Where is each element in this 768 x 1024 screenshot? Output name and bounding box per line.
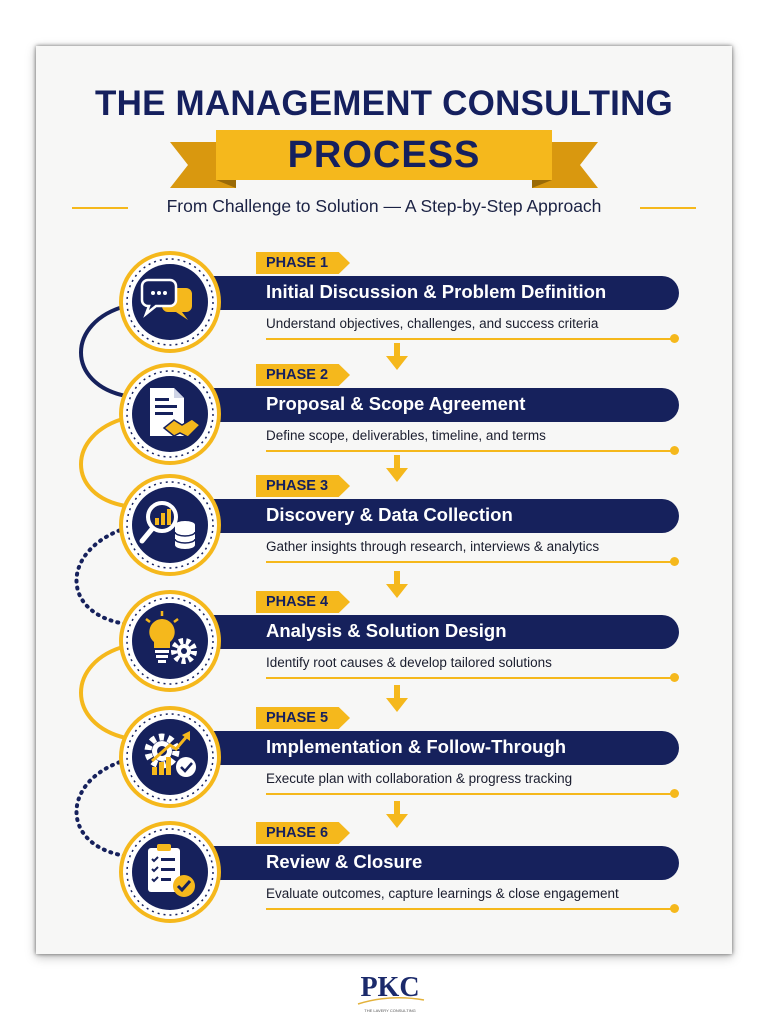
logo-text: PKC <box>360 972 420 1003</box>
gear-growth-check-icon <box>118 705 222 809</box>
phase-underline-dot <box>670 446 679 455</box>
title-line-1: THE MANAGEMENT CONSULTING <box>95 84 673 123</box>
document-handshake-icon <box>118 362 222 466</box>
phase-3 <box>0 473 768 583</box>
phase-title: Discovery & Data Collection <box>266 504 513 525</box>
phase-description: Evaluate outcomes, capture learnings & close engagement <box>266 886 619 901</box>
lightbulb-gear-icon <box>118 589 222 693</box>
phase-underline <box>266 677 674 679</box>
phase-2 <box>0 362 768 472</box>
phase-1 <box>0 250 768 360</box>
phase-underline-dot <box>670 334 679 343</box>
pkc-logo-mark <box>340 966 440 1018</box>
phase-underline <box>266 450 674 452</box>
phase-label: PHASE 1 <box>266 255 329 271</box>
phase-title: Analysis & Solution Design <box>266 620 507 641</box>
logo-tagline: THE LAVERY CONSULTING <box>364 1008 416 1013</box>
phase-title: Implementation & Follow-Through <box>266 736 567 757</box>
phase-underline-dot <box>670 789 679 798</box>
phase-underline <box>266 908 674 910</box>
phase-title: Review & Closure <box>266 851 423 872</box>
phase-title: Proposal & Scope Agreement <box>266 393 526 414</box>
chat-bubbles-icon <box>118 250 222 354</box>
phase-label: PHASE 4 <box>266 594 329 610</box>
phase-underline <box>266 793 674 795</box>
phase-label: PHASE 6 <box>266 825 329 841</box>
phase-description: Execute plan with collaboration & progress tracking <box>266 771 573 786</box>
phase-4 <box>0 589 768 699</box>
phase-title-bar <box>180 846 679 880</box>
phase-description: Identify root causes & develop tailored solutions <box>266 655 552 670</box>
phase-underline-dot <box>670 904 679 913</box>
pkc-logo <box>340 966 440 1018</box>
phase-description: Gather insights through research, interviews & analytics <box>266 539 600 554</box>
subtitle: From Challenge to Solution — A Step-by-Step Approach <box>166 196 602 216</box>
phase-description: Understand objectives, challenges, and success criteria <box>266 316 599 331</box>
phase-5 <box>0 705 768 815</box>
phase-6 <box>0 820 768 930</box>
magnifier-chart-database-icon <box>118 473 222 577</box>
clipboard-checklist-icon <box>118 820 222 924</box>
phase-underline-dot <box>670 673 679 682</box>
phase-label: PHASE 3 <box>266 478 329 494</box>
phase-underline-dot <box>670 557 679 566</box>
phase-underline <box>266 338 674 340</box>
phase-label: PHASE 5 <box>266 710 329 726</box>
phase-label: PHASE 2 <box>266 367 329 383</box>
phase-underline <box>266 561 674 563</box>
phase-description: Define scope, deliverables, timeline, and terms <box>266 428 546 443</box>
phase-title: Initial Discussion & Problem Definition <box>266 281 607 302</box>
title-line-2: PROCESS <box>287 134 481 176</box>
